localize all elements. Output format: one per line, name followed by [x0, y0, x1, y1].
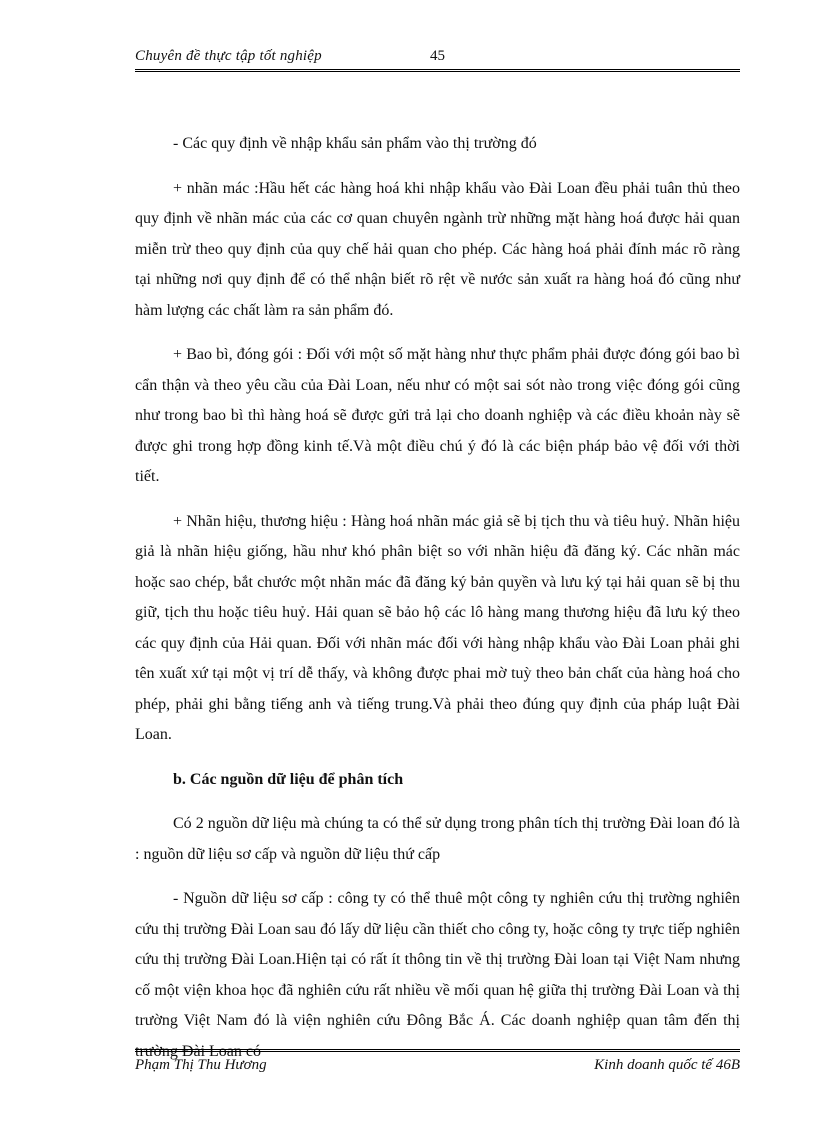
paragraph-trademark: + Nhãn hiệu, thương hiệu : Hàng hoá nhãn mác giả sẽ bị tịch thu và tiêu huỷ. Nhãn hiệu giả là nhãn hiệu giống, hầu như khó phân biệt so với nhãn hiệu đã đăng ký. Các nhãn mác hoặc sao chép, bắt chước một nhãn mác đã đăng ký bản quyền và lưu ký tại hải quan sẽ bị thu giữ, tịch thu hoặc tiêu huỷ. Hải quan sẽ bảo hộ các lô hàng mang thương hiệu đã lưu ký theo các quy định của Hải quan. Đối với nhãn mác đối với hàng nhập khẩu vào Đài Loan phải ghi tên xuất xứ tại một vị trí dễ thấy, và không được phai mờ tuỳ theo bản chất của hàng hoá cho phép, phải ghi bằng tiếng anh và tiếng trung.Và phải theo đúng quy định của pháp luật Đài Loan. — [135, 512, 740, 743]
footer-rule — [135, 1049, 740, 1052]
paragraph-labeling: + nhãn mác :Hầu hết các hàng hoá khi nhập khẩu vào Đài Loan đều phải tuân thủ theo quy định về nhãn mác của các cơ quan chuyên ngành trừ những mặt hàng hoá được hải quan miễn trừ theo quy định của quy chế hải quan cho phép. Các hàng hoá phải đính mác rõ ràng tại những nơi quy định để có thể nhận biết rõ rệt về nước sản xuất ra hàng hoá đó cũng như hàm lượng các chất làm ra sản phẩm đó. — [135, 179, 740, 319]
header-rule — [135, 69, 740, 72]
footer-author: Phạm Thị Thu Hương — [135, 1057, 267, 1073]
section-heading: b. Các nguồn dữ liệu để phân tích — [173, 770, 404, 788]
page-header — [135, 48, 740, 72]
paragraph-data-sources: Có 2 nguồn dữ liệu mà chúng ta có thể sử dụng trong phân tích thị trường Đài loan đó là : nguồn dữ liệu sơ cấp và nguồn dữ liệu thứ cấp — [135, 815, 740, 863]
paragraph-import-regulations: - Các quy định về nhập khẩu sản phẩm vào thị trường đó — [173, 135, 537, 152]
header-title: Chuyên đề thực tập tốt nghiệp — [135, 48, 322, 64]
paragraph-packaging: + Bao bì, đóng gói : Đối với một số mặt hàng như thực phẩm phải được đóng gói bao bì cẩn thận và theo yêu cầu của Đài Loan, nếu như có một sai sót nào trong việc đóng gói cũng như trong bao bì thì hàng hoá sẽ được gửi trả lại cho doanh nghiệp và các điều khoản này sẽ được ghi trong hợp đồng kinh tế.Và một điều chú ý đó là các biện pháp bảo vệ đối với thời tiết. — [135, 346, 740, 485]
footer-class: Kinh doanh quốc tế 46B — [594, 1057, 740, 1073]
page-number: 45 — [430, 48, 445, 64]
page-footer — [135, 1049, 740, 1079]
paragraph-primary-data: - Nguồn dữ liệu sơ cấp : công ty có thể thuê một công ty nghiên cứu thị trường nghiên cứu thị trường Đài Loan sau đó lấy dữ liệu cần thiết cho công ty, hoặc công ty trực tiếp nghiên cứu thị trường Đài Loan.Hiện tại có rất ít thông tin về thị trường Đài loan tại Việt Nam nhưng cố một viện khoa học đã nghiên cứu rất nhiều về mối quan hệ giữa thị trường Đài Loan và thị trường Việt Nam đó là viện nghiên cứu Đông Bắc Á. Các doanh nghiệp quan tâm đến thị trường Đài Loan có — [135, 890, 740, 1060]
document-body — [135, 129, 740, 1081]
